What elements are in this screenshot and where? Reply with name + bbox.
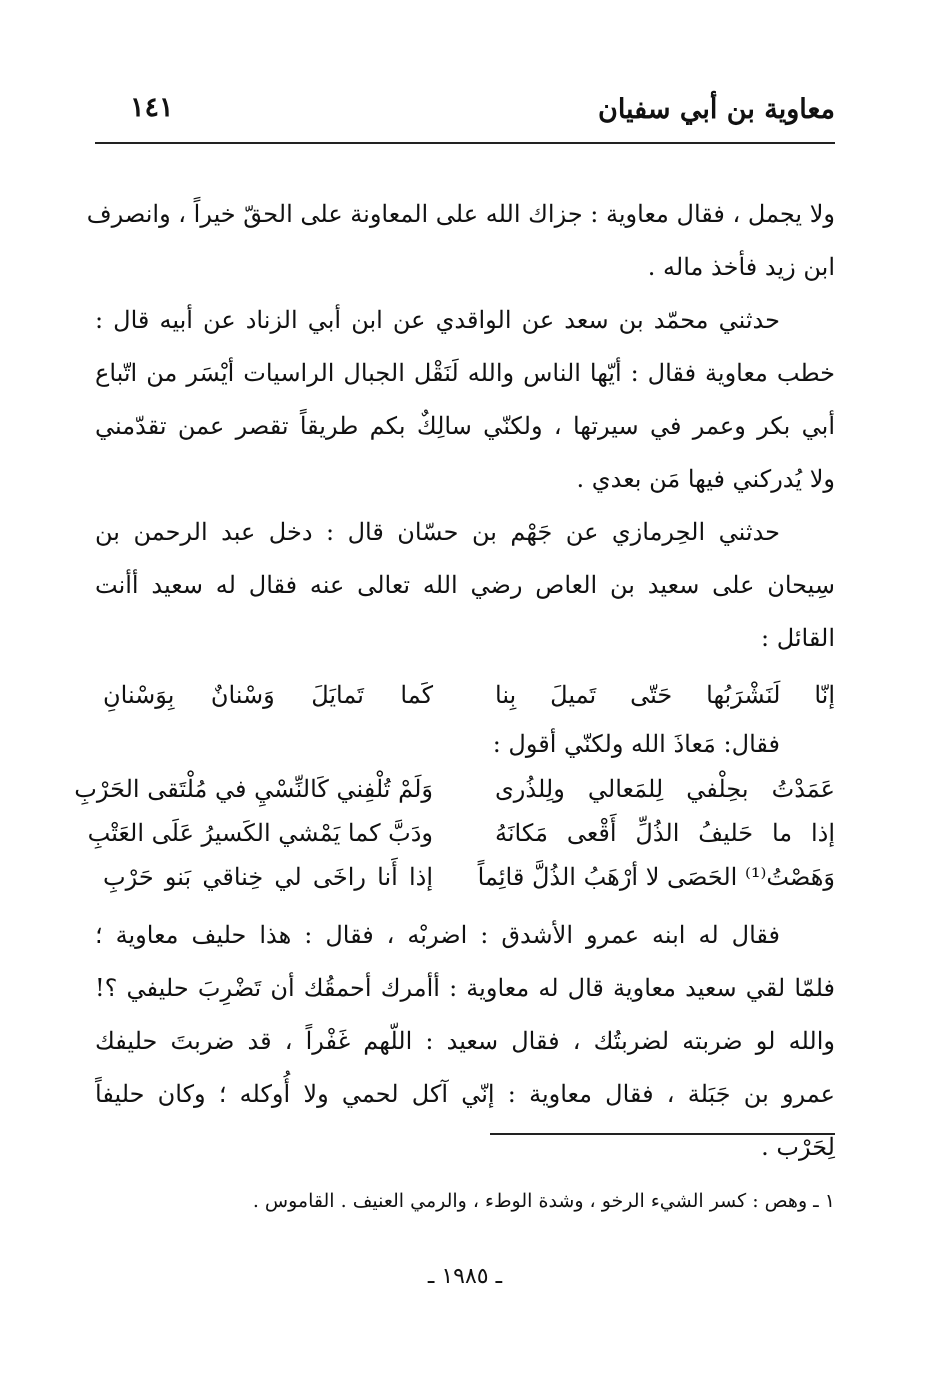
text-line: ابن زيد فأخذ ماله . <box>647 253 835 281</box>
verse-first-hemistich: إنّا لَنَشْرَبُها حَتّى تَميلَ بِنا <box>495 681 835 709</box>
text-line: أبي بكر وعمر في سيرتها ، ولكنّي سالِكٌ بكم طريقاً تقصر عمن تقدّمني <box>95 412 835 440</box>
poem-verse <box>87 811 835 855</box>
verse-second-hemistich: كَما تَمايَلَ وَسْنانٌ بِوَسْنانِ <box>103 681 433 709</box>
text-line: حدثني محمّد بن سعد عن الواقدي عن ابن أبي الزناد عن أبيه قال : <box>95 306 780 334</box>
verse-second-hemistich: وَلَمْ تُلْفِني كَالنِّسْيِ في مُلْتَقى الحَرْبِ <box>74 775 433 803</box>
running-title: معاوية بن أبي سفيان <box>597 94 835 125</box>
text-line: فقال: مَعاذَ الله ولكنّي أقول : <box>492 730 780 758</box>
header-page-number: ١٤١ <box>130 92 174 123</box>
verse-second-hemistich: ودَبَّ كما يَمْشي الكَسيرُ عَلَى العَتْبِ <box>87 819 433 847</box>
poem-verse <box>95 669 835 721</box>
verse-second-hemistich: إذا أَنا راخَى لي خِناقي بَنو حَرْبِ <box>103 863 433 891</box>
text-line: سِيحان على سعيد بن العاص رضي الله تعالى عنه فقال له سعيد أأنت <box>95 571 835 599</box>
text-line: والله لو ضربته لضربتُك ، فقال سعيد : اللّهم غَفْراً ، قد ضربتَ حليفك <box>95 1027 835 1055</box>
footnote-rule <box>490 1133 835 1135</box>
text-line: حدثني الحِرمازي عن جَهْم بن حسّان قال : دخل عبد الرحمن بن <box>95 518 780 546</box>
verse-first-hemistich: وَهَصْتُ⁽¹⁾ الحَصَى لا أرْهَبُ الذُلَّ قائِماً <box>477 863 835 891</box>
text-line: فقال له ابنه عمرو الأشدق : اضربْه ، فقال : هذا حليف معاوية ؛ <box>95 921 780 949</box>
verse-first-hemistich: عَمَدْتُ بحِلْفي لِلمَعالي ولِلذُرى <box>495 775 835 803</box>
page-header <box>95 86 835 136</box>
poem-verse <box>74 767 835 811</box>
text-line: لِحَرْب . <box>761 1133 835 1161</box>
header-rule <box>95 142 835 144</box>
poem <box>74 767 835 899</box>
text-line: ولا يجمل ، فقال معاوية : جزاك الله على المعاونة على الحقّ خيراً ، وانصرف <box>86 200 835 228</box>
footer-page-number: ـ ١٩٨٥ ـ <box>427 1264 503 1289</box>
text-line: خطب معاوية فقال : أيّها الناس والله لَنَقْل الجبال الراسيات أيْسَر من اتّباع <box>95 359 835 387</box>
main-text <box>74 188 835 1174</box>
verse-first-hemistich: إذا ما حَليفُ الذُلِّ أَقْعى مَكانَهُ <box>495 819 835 847</box>
text-line: ولا يُدركني فيها مَن بعدي . <box>576 465 835 493</box>
text-line: القائل : <box>760 624 835 652</box>
poem-verse <box>95 855 835 899</box>
text-line: فلمّا لقي سعيد معاوية قال له معاوية : أأمرك أحمقُك أن تَضْرِبَ حليفي ؟! <box>95 974 835 1002</box>
footnote: ١ ـ وهص : كسر الشيء الرخو ، وشدة الوطء ، والرمي العنيف . القاموس . <box>252 1190 835 1212</box>
text-line: عمرو بن جَبَلة ، فقال معاوية : إنّي آكل لحمي ولا أُوكله ؛ وكان حليفاً <box>95 1080 835 1108</box>
